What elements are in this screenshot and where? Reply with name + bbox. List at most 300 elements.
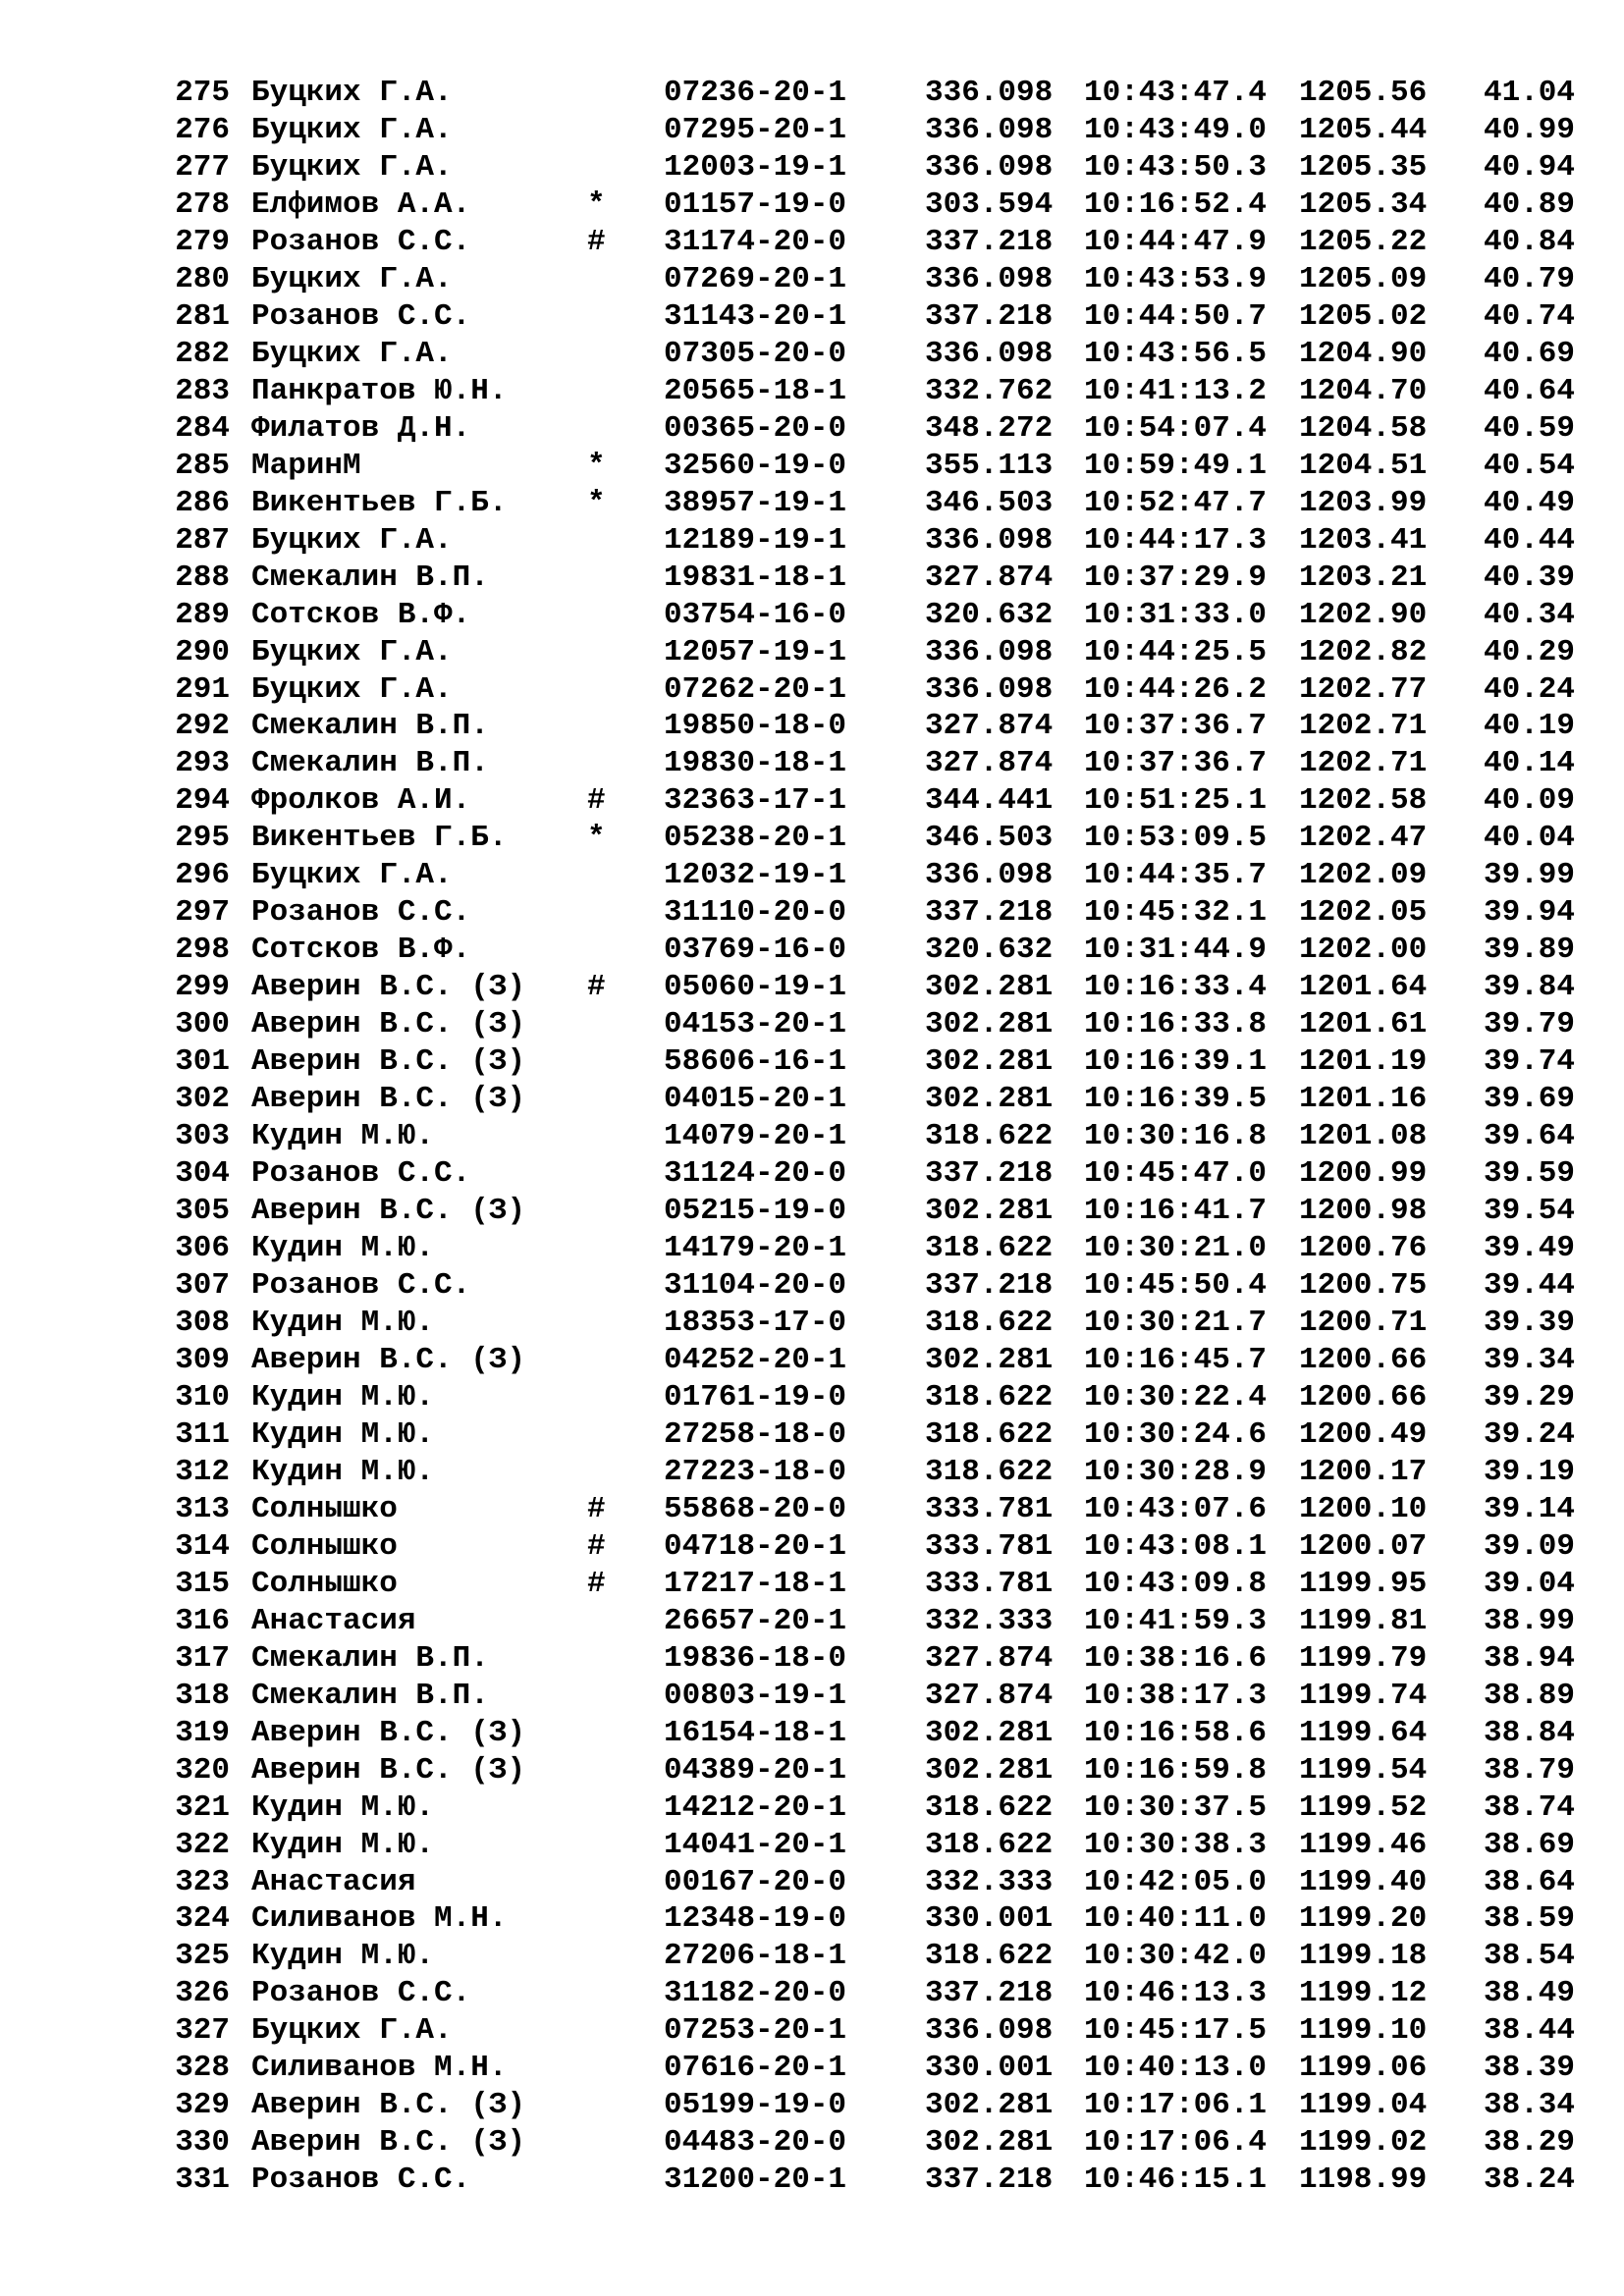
table-row <box>175 336 1589 373</box>
table-row <box>175 2162 1589 2199</box>
place-number: 321 <box>175 1789 230 1825</box>
arrival-time: 10:45:17.5 <box>1084 2013 1268 2049</box>
points-value: 40.14 <box>1483 746 1575 781</box>
place-number: 312 <box>175 1454 230 1489</box>
distance-value: 302.281 <box>925 1715 1054 1750</box>
ring-number: 17217-18-1 <box>664 1566 847 1601</box>
place-number: 281 <box>175 298 230 334</box>
speed-value: 1201.08 <box>1299 1119 1428 1154</box>
points-value: 40.29 <box>1483 634 1575 669</box>
points-value: 40.69 <box>1483 336 1575 371</box>
speed-value: 1204.58 <box>1299 410 1428 446</box>
arrival-time: 10:43:53.9 <box>1084 261 1268 296</box>
ring-number: 12003-19-1 <box>664 149 847 185</box>
ring-number: 19836-18-0 <box>664 1640 847 1676</box>
distance-value: 318.622 <box>925 1231 1054 1266</box>
ring-number: 18353-17-0 <box>664 1305 847 1340</box>
speed-value: 1205.56 <box>1299 76 1428 110</box>
table-row <box>175 1566 1589 1603</box>
ring-number: 05199-19-0 <box>664 2088 847 2123</box>
place-number: 277 <box>175 149 230 185</box>
points-value: 38.54 <box>1483 1939 1575 1974</box>
ring-number: 03769-16-0 <box>664 933 847 968</box>
flag-mark: # <box>587 1491 606 1526</box>
speed-value: 1199.95 <box>1299 1566 1428 1601</box>
table-row <box>175 745 1589 782</box>
arrival-time: 10:43:49.0 <box>1084 112 1268 147</box>
place-number: 280 <box>175 261 230 296</box>
speed-value: 1205.09 <box>1299 261 1428 296</box>
fancier-name: Буцких Г.А. <box>251 2013 453 2049</box>
speed-value: 1199.10 <box>1299 2013 1428 2049</box>
distance-value: 337.218 <box>925 895 1054 931</box>
points-value: 40.09 <box>1483 783 1575 819</box>
distance-value: 327.874 <box>925 560 1054 595</box>
distance-value: 344.441 <box>925 783 1054 819</box>
fancier-name: Кудин М.Ю. <box>251 1416 435 1452</box>
speed-value: 1203.41 <box>1299 522 1428 558</box>
distance-value: 302.281 <box>925 1342 1054 1377</box>
speed-value: 1202.82 <box>1299 634 1428 669</box>
ring-number: 04252-20-1 <box>664 1342 847 1377</box>
speed-value: 1200.66 <box>1299 1342 1428 1377</box>
fancier-name: Викентьев Г.Б. <box>251 485 508 520</box>
arrival-time: 10:54:07.4 <box>1084 410 1268 446</box>
speed-value: 1205.22 <box>1299 224 1428 259</box>
table-row <box>175 969 1589 1006</box>
fancier-name: Смекалин В.П. <box>251 560 489 595</box>
distance-value: 337.218 <box>925 2163 1054 2198</box>
arrival-time: 10:16:41.7 <box>1084 1194 1268 1229</box>
fancier-name: Смекалин В.П. <box>251 709 489 744</box>
distance-value: 318.622 <box>925 1939 1054 1974</box>
flag-mark: # <box>587 783 606 819</box>
arrival-time: 10:44:25.5 <box>1084 634 1268 669</box>
ring-number: 16154-18-1 <box>664 1715 847 1750</box>
fancier-name: Буцких Г.А. <box>251 522 453 558</box>
points-value: 39.49 <box>1483 1231 1575 1266</box>
table-row <box>175 1864 1589 1901</box>
fancier-name: Филатов Д.Н. <box>251 410 471 446</box>
table-row <box>175 1975 1589 2012</box>
arrival-time: 10:38:17.3 <box>1084 1678 1268 1713</box>
table-row <box>175 2050 1589 2087</box>
arrival-time: 10:43:56.5 <box>1084 336 1268 371</box>
distance-value: 336.098 <box>925 76 1054 110</box>
speed-value: 1200.76 <box>1299 1231 1428 1266</box>
arrival-time: 10:43:50.3 <box>1084 149 1268 185</box>
table-row <box>175 1006 1589 1043</box>
place-number: 316 <box>175 1603 230 1638</box>
fancier-name: Аверин В.С. (З) <box>251 970 526 1005</box>
table-row <box>175 1230 1589 1267</box>
table-row <box>175 1416 1589 1454</box>
table-row <box>175 2124 1589 2162</box>
fancier-name: Смекалин В.П. <box>251 1640 489 1676</box>
speed-value: 1199.12 <box>1299 1976 1428 2011</box>
ring-number: 01761-19-0 <box>664 1379 847 1415</box>
place-number: 322 <box>175 1827 230 1862</box>
distance-value: 336.098 <box>925 858 1054 893</box>
fancier-name: Силиванов М.Н. <box>251 1901 508 1937</box>
ring-number: 03754-16-0 <box>664 597 847 632</box>
flag-mark: # <box>587 1528 606 1564</box>
arrival-time: 10:16:33.8 <box>1084 1007 1268 1042</box>
ring-number: 07295-20-1 <box>664 112 847 147</box>
points-value: 40.19 <box>1483 709 1575 744</box>
speed-value: 1204.90 <box>1299 336 1428 371</box>
place-number: 291 <box>175 671 230 707</box>
distance-value: 337.218 <box>925 1156 1054 1192</box>
place-number: 329 <box>175 2088 230 2123</box>
distance-value: 327.874 <box>925 1678 1054 1713</box>
speed-value: 1200.49 <box>1299 1416 1428 1452</box>
fancier-name: Кудин М.Ю. <box>251 1939 435 1974</box>
arrival-time: 10:16:39.1 <box>1084 1044 1268 1080</box>
place-number: 290 <box>175 634 230 669</box>
fancier-name: Аверин В.С. (З) <box>251 1342 526 1377</box>
distance-value: 336.098 <box>925 149 1054 185</box>
speed-value: 1202.71 <box>1299 709 1428 744</box>
arrival-time: 10:16:52.4 <box>1084 187 1268 222</box>
distance-value: 302.281 <box>925 1082 1054 1117</box>
speed-value: 1199.81 <box>1299 1603 1428 1638</box>
fancier-name: Аверин В.С. (З) <box>251 2088 526 2123</box>
points-value: 40.49 <box>1483 485 1575 520</box>
place-number: 276 <box>175 112 230 147</box>
ring-number: 19830-18-1 <box>664 746 847 781</box>
ring-number: 55868-20-0 <box>664 1491 847 1526</box>
arrival-time: 10:30:24.6 <box>1084 1416 1268 1452</box>
distance-value: 337.218 <box>925 1976 1054 2011</box>
table-row <box>175 261 1589 298</box>
flag-mark: * <box>587 821 606 856</box>
points-value: 38.94 <box>1483 1640 1575 1676</box>
arrival-time: 10:37:36.7 <box>1084 709 1268 744</box>
place-number: 302 <box>175 1082 230 1117</box>
distance-value: 348.272 <box>925 410 1054 446</box>
place-number: 313 <box>175 1491 230 1526</box>
place-number: 292 <box>175 709 230 744</box>
arrival-time: 10:30:37.5 <box>1084 1789 1268 1825</box>
speed-value: 1198.99 <box>1299 2163 1428 2198</box>
place-number: 279 <box>175 224 230 259</box>
arrival-time: 10:40:13.0 <box>1084 2051 1268 2086</box>
speed-value: 1200.07 <box>1299 1528 1428 1564</box>
table-row <box>175 1081 1589 1118</box>
place-number: 282 <box>175 336 230 371</box>
distance-value: 333.781 <box>925 1528 1054 1564</box>
points-value: 39.99 <box>1483 858 1575 893</box>
distance-value: 320.632 <box>925 933 1054 968</box>
place-number: 286 <box>175 485 230 520</box>
points-value: 38.69 <box>1483 1827 1575 1862</box>
ring-number: 12057-19-1 <box>664 634 847 669</box>
arrival-time: 10:41:59.3 <box>1084 1603 1268 1638</box>
distance-value: 346.503 <box>925 821 1054 856</box>
place-number: 294 <box>175 783 230 819</box>
fancier-name: Розанов С.С. <box>251 1268 471 1303</box>
table-row <box>175 1640 1589 1678</box>
distance-value: 318.622 <box>925 1454 1054 1489</box>
place-number: 287 <box>175 522 230 558</box>
points-value: 39.24 <box>1483 1416 1575 1452</box>
speed-value: 1203.21 <box>1299 560 1428 595</box>
table-row <box>175 1528 1589 1566</box>
points-value: 39.94 <box>1483 895 1575 931</box>
table-row <box>175 1491 1589 1528</box>
points-value: 39.34 <box>1483 1342 1575 1377</box>
ring-number: 20565-18-1 <box>664 373 847 408</box>
points-value: 39.14 <box>1483 1491 1575 1526</box>
points-value: 39.64 <box>1483 1119 1575 1154</box>
arrival-time: 10:40:11.0 <box>1084 1901 1268 1937</box>
table-row <box>175 410 1589 448</box>
place-number: 295 <box>175 821 230 856</box>
table-row <box>175 857 1589 894</box>
place-number: 323 <box>175 1864 230 1899</box>
arrival-time: 10:31:44.9 <box>1084 933 1268 968</box>
place-number: 285 <box>175 448 230 483</box>
ring-number: 27258-18-0 <box>664 1416 847 1452</box>
ring-number: 31104-20-0 <box>664 1268 847 1303</box>
distance-value: 302.281 <box>925 2125 1054 2161</box>
table-row <box>175 560 1589 597</box>
fancier-name: Кудин М.Ю. <box>251 1454 435 1489</box>
place-number: 308 <box>175 1305 230 1340</box>
ring-number: 00167-20-0 <box>664 1864 847 1899</box>
table-row <box>175 1789 1589 1827</box>
place-number: 327 <box>175 2013 230 2049</box>
speed-value: 1202.09 <box>1299 858 1428 893</box>
speed-value: 1201.64 <box>1299 970 1428 1005</box>
fancier-name: Розанов С.С. <box>251 2163 471 2198</box>
fancier-name: Аверин В.С. (З) <box>251 1082 526 1117</box>
points-value: 39.79 <box>1483 1007 1575 1042</box>
place-number: 330 <box>175 2125 230 2161</box>
distance-value: 318.622 <box>925 1119 1054 1154</box>
points-value: 38.44 <box>1483 2013 1575 2049</box>
ring-number: 26657-20-1 <box>664 1603 847 1638</box>
fancier-name: Розанов С.С. <box>251 298 471 334</box>
table-row <box>175 373 1589 410</box>
distance-value: 333.781 <box>925 1566 1054 1601</box>
place-number: 283 <box>175 373 230 408</box>
table-row <box>175 1305 1589 1342</box>
points-value: 39.04 <box>1483 1566 1575 1601</box>
flag-mark: # <box>587 970 606 1005</box>
fancier-name: Кудин М.Ю. <box>251 1231 435 1266</box>
fancier-name: Аверин В.С. (З) <box>251 1044 526 1080</box>
ring-number: 07616-20-1 <box>664 2051 847 2086</box>
ring-number: 31174-20-0 <box>664 224 847 259</box>
distance-value: 333.781 <box>925 1491 1054 1526</box>
fancier-name: Анастасия <box>251 1864 416 1899</box>
points-value: 38.29 <box>1483 2125 1575 2161</box>
points-value: 40.99 <box>1483 112 1575 147</box>
distance-value: 336.098 <box>925 671 1054 707</box>
distance-value: 318.622 <box>925 1827 1054 1862</box>
ring-number: 07305-20-0 <box>664 336 847 371</box>
arrival-time: 10:30:42.0 <box>1084 1939 1268 1974</box>
table-row <box>175 1379 1589 1416</box>
place-number: 314 <box>175 1528 230 1564</box>
ring-number: 14179-20-1 <box>664 1231 847 1266</box>
speed-value: 1199.02 <box>1299 2125 1428 2161</box>
fancier-name: Буцких Г.А. <box>251 336 453 371</box>
speed-value: 1199.46 <box>1299 1827 1428 1862</box>
arrival-time: 10:51:25.1 <box>1084 783 1268 819</box>
arrival-time: 10:42:05.0 <box>1084 1864 1268 1899</box>
fancier-name: Буцких Г.А. <box>251 112 453 147</box>
arrival-time: 10:17:06.1 <box>1084 2088 1268 2123</box>
points-value: 38.64 <box>1483 1864 1575 1899</box>
points-value: 38.59 <box>1483 1901 1575 1937</box>
arrival-time: 10:59:49.1 <box>1084 448 1268 483</box>
place-number: 319 <box>175 1715 230 1750</box>
table-row <box>175 112 1589 149</box>
table-row <box>175 634 1589 671</box>
arrival-time: 10:41:13.2 <box>1084 373 1268 408</box>
arrival-time: 10:30:16.8 <box>1084 1119 1268 1154</box>
speed-value: 1205.34 <box>1299 187 1428 222</box>
speed-value: 1200.98 <box>1299 1194 1428 1229</box>
place-number: 328 <box>175 2051 230 2086</box>
table-row <box>175 932 1589 969</box>
points-value: 40.89 <box>1483 187 1575 222</box>
speed-value: 1201.19 <box>1299 1044 1428 1080</box>
place-number: 304 <box>175 1156 230 1192</box>
speed-value: 1202.05 <box>1299 895 1428 931</box>
arrival-time: 10:46:15.1 <box>1084 2163 1268 2198</box>
distance-value: 337.218 <box>925 298 1054 334</box>
ring-number: 14079-20-1 <box>664 1119 847 1154</box>
fancier-name: Кудин М.Ю. <box>251 1827 435 1862</box>
table-row <box>175 1752 1589 1789</box>
place-number: 296 <box>175 858 230 893</box>
arrival-time: 10:30:28.9 <box>1084 1454 1268 1489</box>
distance-value: 336.098 <box>925 2013 1054 2049</box>
ring-number: 04153-20-1 <box>664 1007 847 1042</box>
ring-number: 05060-19-1 <box>664 970 847 1005</box>
points-value: 40.54 <box>1483 448 1575 483</box>
fancier-name: Силиванов М.Н. <box>251 2051 508 2086</box>
place-number: 309 <box>175 1342 230 1377</box>
table-row <box>175 1193 1589 1230</box>
distance-value: 336.098 <box>925 634 1054 669</box>
distance-value: 332.333 <box>925 1603 1054 1638</box>
points-value: 38.89 <box>1483 1678 1575 1713</box>
ring-number: 31124-20-0 <box>664 1156 847 1192</box>
arrival-time: 10:44:47.9 <box>1084 224 1268 259</box>
table-row <box>175 75 1589 112</box>
arrival-time: 10:44:50.7 <box>1084 298 1268 334</box>
speed-value: 1200.99 <box>1299 1156 1428 1192</box>
fancier-name: Аверин В.С. (З) <box>251 2125 526 2161</box>
place-number: 299 <box>175 970 230 1005</box>
flag-mark: # <box>587 1566 606 1601</box>
arrival-time: 10:17:06.4 <box>1084 2125 1268 2161</box>
speed-value: 1205.44 <box>1299 112 1428 147</box>
points-value: 39.29 <box>1483 1379 1575 1415</box>
distance-value: 327.874 <box>925 1640 1054 1676</box>
arrival-time: 10:30:21.7 <box>1084 1305 1268 1340</box>
arrival-time: 10:43:47.4 <box>1084 76 1268 110</box>
ring-number: 19831-18-1 <box>664 560 847 595</box>
fancier-name: Буцких Г.А. <box>251 671 453 707</box>
fancier-name: Розанов С.С. <box>251 1156 471 1192</box>
speed-value: 1201.61 <box>1299 1007 1428 1042</box>
points-value: 38.39 <box>1483 2051 1575 2086</box>
speed-value: 1205.02 <box>1299 298 1428 334</box>
place-number: 300 <box>175 1007 230 1042</box>
flag-mark: * <box>587 448 606 483</box>
ring-number: 07253-20-1 <box>664 2013 847 2049</box>
table-row <box>175 597 1589 634</box>
speed-value: 1202.58 <box>1299 783 1428 819</box>
distance-value: 330.001 <box>925 1901 1054 1937</box>
flag-mark: * <box>587 485 606 520</box>
fancier-name: Кудин М.Ю. <box>251 1305 435 1340</box>
speed-value: 1202.71 <box>1299 746 1428 781</box>
fancier-name: Сотсков В.Ф. <box>251 933 471 968</box>
fancier-name: Аверин В.С. (З) <box>251 1194 526 1229</box>
arrival-time: 10:30:22.4 <box>1084 1379 1268 1415</box>
speed-value: 1199.06 <box>1299 2051 1428 2086</box>
flag-mark: * <box>587 187 606 222</box>
table-row <box>175 820 1589 857</box>
ring-number: 31110-20-0 <box>664 895 847 931</box>
distance-value: 337.218 <box>925 1268 1054 1303</box>
speed-value: 1199.52 <box>1299 1789 1428 1825</box>
table-row <box>175 1267 1589 1305</box>
speed-value: 1200.66 <box>1299 1379 1428 1415</box>
speed-value: 1204.70 <box>1299 373 1428 408</box>
fancier-name: Буцких Г.А. <box>251 261 453 296</box>
speed-value: 1199.04 <box>1299 2088 1428 2123</box>
fancier-name: Елфимов А.А. <box>251 187 471 222</box>
distance-value: 318.622 <box>925 1379 1054 1415</box>
fancier-name: Аверин В.С. (З) <box>251 1007 526 1042</box>
fancier-name: Солнышко <box>251 1566 398 1601</box>
table-row <box>175 1454 1589 1491</box>
ring-number: 05238-20-1 <box>664 821 847 856</box>
table-row <box>175 782 1589 820</box>
distance-value: 336.098 <box>925 112 1054 147</box>
table-row <box>175 224 1589 261</box>
points-value: 41.04 <box>1483 76 1575 110</box>
points-value: 38.79 <box>1483 1752 1575 1788</box>
speed-value: 1202.77 <box>1299 671 1428 707</box>
points-value: 39.59 <box>1483 1156 1575 1192</box>
points-value: 40.24 <box>1483 671 1575 707</box>
table-row <box>175 149 1589 187</box>
fancier-name: Буцких Г.А. <box>251 149 453 185</box>
distance-value: 336.098 <box>925 522 1054 558</box>
speed-value: 1200.71 <box>1299 1305 1428 1340</box>
ring-number: 07269-20-1 <box>664 261 847 296</box>
arrival-time: 10:16:33.4 <box>1084 970 1268 1005</box>
distance-value: 320.632 <box>925 597 1054 632</box>
place-number: 306 <box>175 1231 230 1266</box>
speed-value: 1200.17 <box>1299 1454 1428 1489</box>
place-number: 326 <box>175 1976 230 2011</box>
place-number: 320 <box>175 1752 230 1788</box>
points-value: 39.54 <box>1483 1194 1575 1229</box>
table-row <box>175 1938 1589 1975</box>
table-row <box>175 1118 1589 1155</box>
ring-number: 04483-20-0 <box>664 2125 847 2161</box>
